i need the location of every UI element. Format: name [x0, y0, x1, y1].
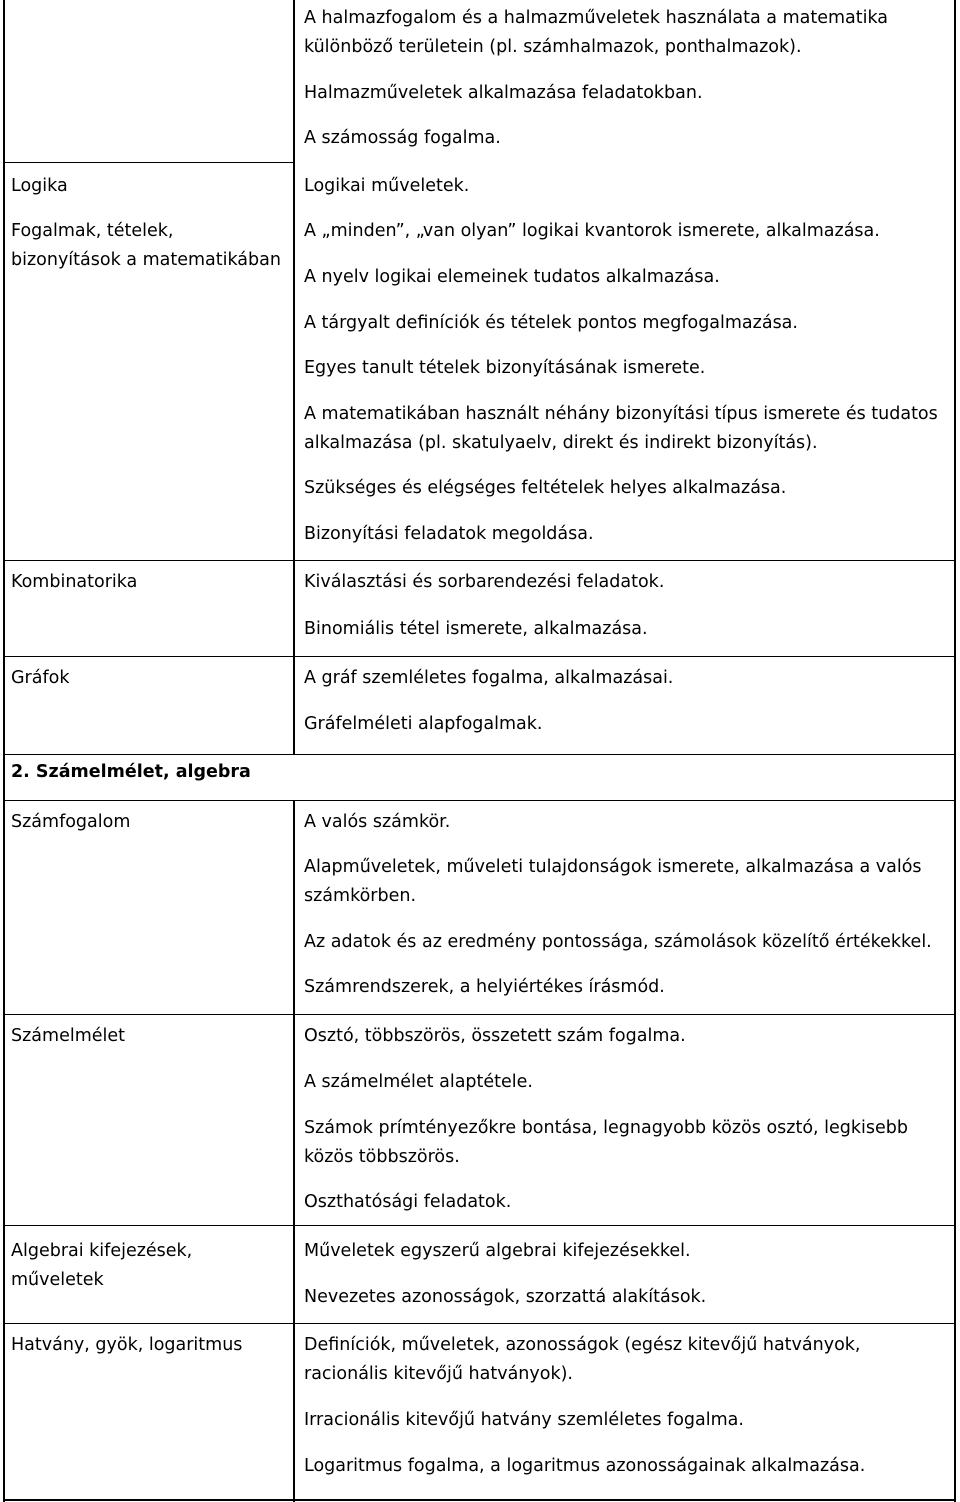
topic-item: Számok prímtényezőkre bontása, legnagyobb közös osztó, legkisebb — [304, 1118, 908, 1138]
table-border-left — [3, 0, 5, 1502]
topic-item: Osztó, többszörös, összetett szám fogalma. — [304, 1026, 686, 1046]
topic-item: számkörben. — [304, 886, 417, 906]
topic-title: Gráfok — [11, 668, 70, 688]
topic-item: A számosság fogalma. — [304, 128, 501, 148]
row-divider — [3, 162, 295, 163]
row-divider — [3, 656, 956, 657]
topic-item: Alapműveletek, műveleti tulajdonságok ismerete, alkalmazása a valós — [304, 857, 922, 877]
topic-item: A matematikában használt néhány bizonyítási típus ismerete és tudatos — [304, 404, 938, 424]
topic-title: Logika — [11, 176, 68, 196]
row-divider — [3, 754, 956, 755]
table-border-bottom — [3, 1499, 956, 1501]
topic-item: Gráfelméleti alapfogalmak. — [304, 714, 543, 734]
row-divider — [3, 560, 956, 561]
topic-item: Logaritmus fogalma, a logaritmus azonosságainak alkalmazása. — [304, 1456, 866, 1476]
topic-item: A valós számkör. — [304, 812, 451, 832]
topic-item: A számelmélet alaptétele. — [304, 1072, 533, 1092]
topic-item: Oszthatósági feladatok. — [304, 1192, 512, 1212]
topic-item: Irracionális kitevőjű hatvány szemléletes fogalma. — [304, 1410, 744, 1430]
topic-item: Bizonyítási feladatok megoldása. — [304, 524, 594, 544]
section-heading: 2. Számelmélet, algebra — [11, 762, 251, 782]
row-divider — [3, 800, 956, 801]
topic-title: bizonyítások a matematikában — [11, 250, 281, 270]
topic-title: Kombinatorika — [11, 572, 138, 592]
column-divider-top — [293, 0, 295, 754]
topic-title: műveletek — [11, 1270, 104, 1290]
row-divider — [3, 1014, 956, 1015]
topic-item: A halmazfogalom és a halmazműveletek használata a matematika — [304, 8, 889, 28]
topic-item: Az adatok és az eredmény pontossága, számolások közelítő értékekkel. — [304, 932, 932, 952]
topic-item: A tárgyalt definíciók és tételek pontos megfogalmazása. — [304, 313, 798, 333]
topic-item: A gráf szemléletes fogalma, alkalmazásai. — [304, 668, 674, 688]
topic-item: A „minden”, „van olyan” logikai kvantorok ismerete, alkalmazása. — [304, 221, 880, 241]
topic-title: Fogalmak, tételek, — [11, 221, 174, 241]
topic-title: Algebrai kifejezések, — [11, 1241, 193, 1261]
topic-item: Binomiális tétel ismerete, alkalmazása. — [304, 619, 648, 639]
topic-item: Logikai műveletek. — [304, 176, 470, 196]
topic-item: Halmazműveletek alkalmazása feladatokban. — [304, 83, 703, 103]
topic-item: közös többszörös. — [304, 1147, 460, 1167]
table-border-right — [954, 0, 956, 1502]
topic-item: Kiválasztási és sorbarendezési feladatok. — [304, 572, 665, 592]
topic-title: Számelmélet — [11, 1026, 125, 1046]
topic-title: Számfogalom — [11, 812, 131, 832]
topic-item: Egyes tanult tételek bizonyításának ismerete. — [304, 358, 706, 378]
topic-item: Szükséges és elégséges feltételek helyes alkalmazása. — [304, 478, 787, 498]
topic-item: Számrendszerek, a helyiértékes írásmód. — [304, 977, 665, 997]
row-divider — [3, 1323, 956, 1324]
topic-item: racionális kitevőjű hatványok). — [304, 1364, 573, 1384]
topic-item: különböző területein (pl. számhalmazok, ponthalmazok). — [304, 37, 802, 57]
topic-item: A nyelv logikai elemeinek tudatos alkalmazása. — [304, 267, 720, 287]
row-divider — [3, 1225, 956, 1226]
topic-item: alkalmazása (pl. skatulyaelv, direkt és indirekt bizonyítás). — [304, 433, 818, 453]
topic-item: Nevezetes azonosságok, szorzattá alakítások. — [304, 1287, 707, 1307]
topic-item: Definíciók, műveletek, azonosságok (egész kitevőjű hatványok, — [304, 1335, 861, 1355]
topic-title: Hatvány, gyök, logaritmus — [11, 1335, 243, 1355]
topic-item: Műveletek egyszerű algebrai kifejezésekkel. — [304, 1241, 691, 1261]
column-divider-bottom — [293, 800, 295, 1502]
